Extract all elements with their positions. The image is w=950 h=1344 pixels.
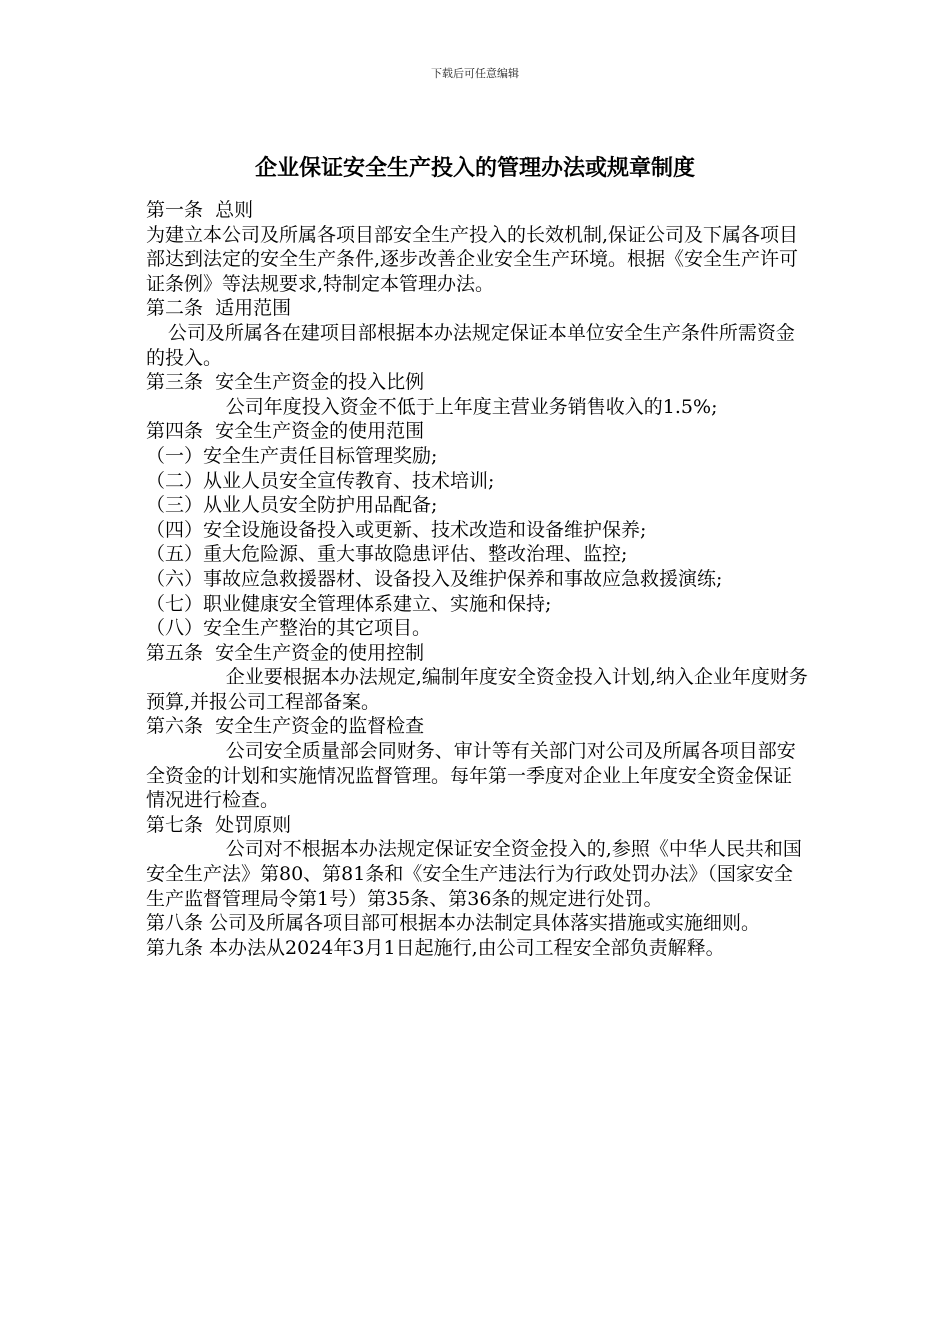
header-note: 下载后可任意编辑 [431, 67, 519, 80]
article-7-heading: 第七条 处罚原则 [146, 813, 292, 836]
article-3-text: 公司年度投入资金不低于上年度主营业务销售收入的1.5%; [225, 395, 718, 418]
article-8-text: 第八条 公司及所属各项目部可根据本办法制定具体落实措施或实施细则。 [146, 912, 761, 935]
article-4-heading: 第四条 安全生产资金的使用范围 [146, 420, 425, 443]
list-item-1: （一）安全生产责任目标管理奖励; [146, 444, 438, 467]
article-1-text: 为建立本公司及所属各项目部安全生产投入的长效机制,保证公司及下属各项目部达到法定的安全生产条件,逐步改善企业安全生产环境。根据《安全生产许可证条例》等法规要求,特制定本管理办法。 [146, 223, 799, 295]
article-6-text: 公司安全质量部会同财务、审计等有关部门对公司及所属各项目部安全资金的计划和实施情况监督管理。每年第一季度对企业上年度安全资金保证情况进行检查。 [146, 740, 796, 812]
list-item-6: （六）事故应急救援器材、设备投入及维护保养和事故应急救援演练; [146, 567, 723, 590]
article-1-heading: 第一条 总则 [146, 199, 254, 221]
article-7-text: 公司对不根据本办法规定保证安全资金投入的,参照《中华人民共和国安全生产法》第80、第81条和《安全生产违法行为行政处罚办法》（国家安全生产监督管理局令第1号）第35条、第36条的规定进行处罚。 [146, 838, 802, 910]
document-body [146, 198, 810, 960]
list-item-7: （七）职业健康安全管理体系建立、实施和保持; [146, 592, 552, 615]
list-item-5: （五）重大危险源、重大事故隐患评估、整改治理、监控; [146, 543, 628, 566]
article-2-text: 公司及所属各在建项目部根据本办法规定保证本单位安全生产条件所需资金的投入。 [146, 321, 795, 369]
article-2-heading: 第二条 适用范围 [146, 297, 292, 320]
list-item-4: （四）安全设施设备投入或更新、技术改造和设备维护保养; [146, 518, 647, 541]
document-title: 企业保证安全生产投入的管理办法或规章制度 [254, 155, 695, 181]
article-6-heading: 第六条 安全生产资金的监督检查 [146, 715, 425, 738]
article-3-heading: 第三条 安全生产资金的投入比例 [146, 371, 425, 394]
article-5-text: 企业要根据本办法规定,编制年度安全资金投入计划,纳入企业年度财务预算,并报公司工程部备案。 [146, 666, 808, 713]
list-item-2: （二）从业人员安全宣传教育、技术培训; [146, 469, 495, 492]
article-9-text: 第九条 本办法从2024年3月1日起施行,由公司工程安全部负责解释。 [146, 936, 725, 959]
list-item-8: （八）安全生产整治的其它项目。 [146, 617, 432, 640]
article-5-heading: 第五条 安全生产资金的使用控制 [146, 641, 425, 664]
list-item-3: （三）从业人员安全防护用品配备; [146, 494, 438, 517]
